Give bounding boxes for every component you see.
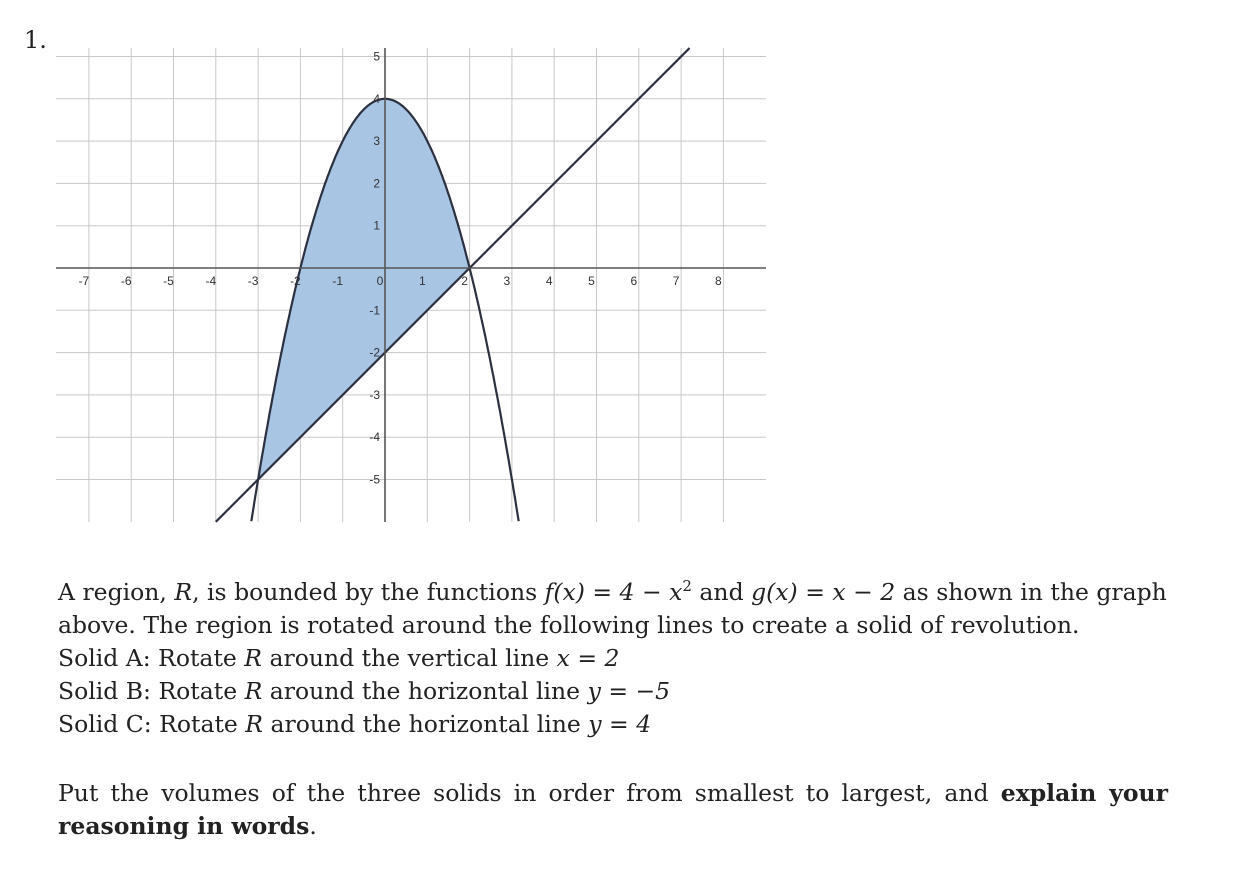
x-tick-label: 4 [545,274,553,288]
y-tick-label: 5 [373,49,380,64]
y-tick-label: -5 [369,472,380,487]
y-tick-label: -4 [369,430,380,445]
x-tick-label: 5 [588,274,595,288]
g-expression: g(x) = x − 2 [751,577,896,606]
x-tick-label: -7 [78,274,90,288]
y-tick-label: 1 [373,218,380,233]
x-tick-label: 1 [418,274,426,288]
y-tick-label: -2 [369,345,380,360]
problem-intro: A region, R, is bounded by the functions $f(x) = 4 - x^2$ and g(x) = x − 2 as shown in the graph above. The region is rotated around the following lines to create a solid of revolution. [58,577,1167,639]
question-number: 1. [24,26,47,54]
f-expression: f(x) = 4 − x [544,577,683,606]
f-exponent: 2 [682,577,692,595]
y-tick-label: -3 [369,387,380,402]
solid-a: Solid A: Rotate R around the vertical line x = 2 [58,643,620,672]
prompt-emphasis: explain your reasoning in words [58,779,1168,840]
question-prompt: Put the volumes of the three solids in order from smallest to largest, and explain your reasoning in words. [58,779,1168,840]
line-g [216,48,690,522]
solid-b: Solid B: Rotate R around the horizontal line y = −5 [58,676,671,705]
problem-statement [58,570,1168,741]
x-tick-label: -1 [332,274,344,288]
x-tick-label: -6 [120,274,132,288]
x-tick-label: -4 [205,274,217,288]
solid-c: Solid C: Rotate R around the horizontal line y = 4 [58,709,652,738]
x-tick-label: 2 [461,274,468,288]
x-tick-label: 0 [376,274,384,288]
x-tick-label: -3 [247,274,259,288]
y-tick-label: 2 [373,176,380,191]
shaded-region-R [258,99,470,480]
y-tick-label: 4 [373,91,380,106]
y-tick-label: 3 [373,134,380,149]
x-tick-label: 8 [715,274,722,288]
y-tick-label: -1 [369,303,380,318]
x-tick-label: 6 [630,274,638,288]
x-tick-label: -2 [290,274,301,288]
x-tick-label: 3 [503,274,511,288]
x-tick-label: -5 [163,274,174,288]
x-tick-label: 7 [672,274,680,288]
